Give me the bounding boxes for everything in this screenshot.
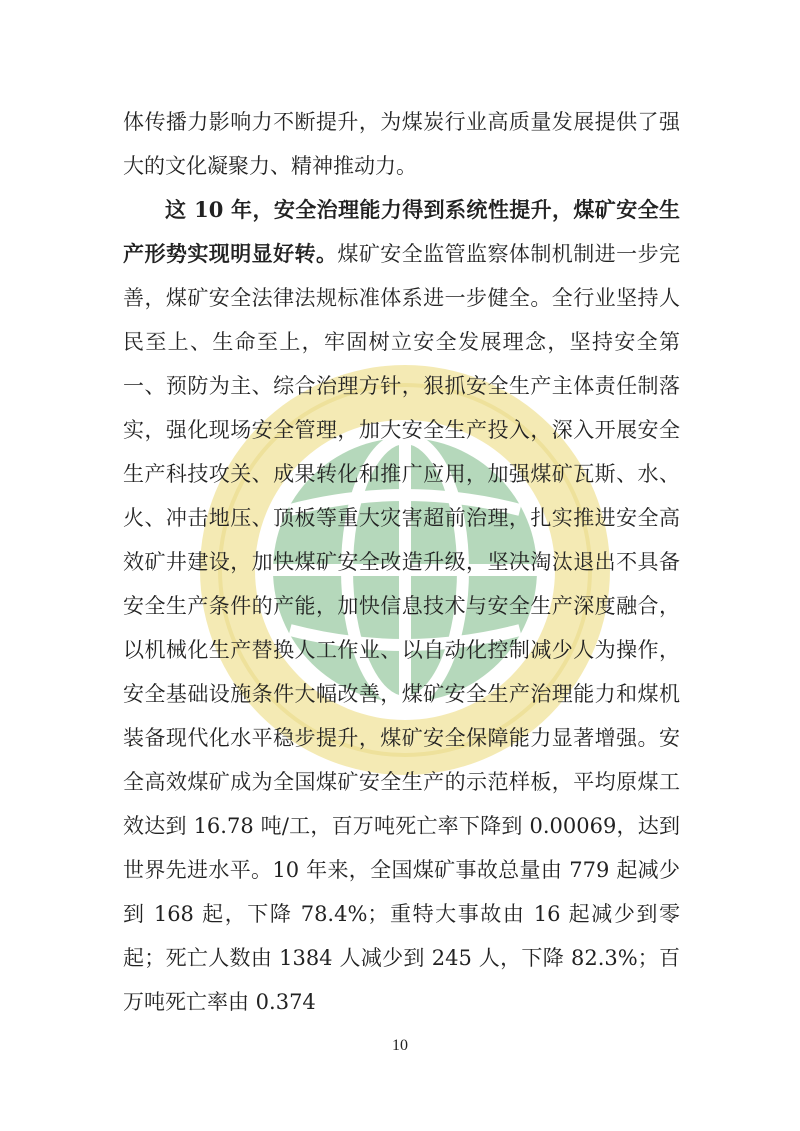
page-number: 10	[392, 1037, 408, 1054]
paragraph-safety-governance	[123, 188, 680, 1024]
paragraph-body: 煤矿安全监管监察体制机制进一步完善，煤矿安全法律法规标准体系进一步健全。全行业坚持人民至上、生命至上，牢固树立安全发展理念，坚持安全第一、预防为主、综合治理方针，狠抓安全生产主体责任制落实，强化现场安全管理，加大安全生产投入，深入开展安全生产科技攻关、成果转化和推广应用，加强煤矿瓦斯、水、火、冲击地压、顶板等重大灾害超前治理，扎实推进安全高效矿井建设，加快煤矿安全改造升级，坚决淘汰退出不具备安全生产条件的产能，加快信息技术与安全生产深度融合，以机械化生产替换人工作业、以自动化控制减少人为操作，安全基础设施条件大幅改善，煤矿安全生产治理能力和煤机装备现代化水平稳步提升，煤矿安全保障能力显著增强。安全高效煤矿成为全国煤矿安全生产的示范样板，平均原煤工效达到 16.78 吨/工，百万吨死亡率下降到 0.00069，达到世界先进水平。10 年来，全国煤矿事故总量由 779 起减少到 168 起，下降 78.4%；重特大事故由 16 起减少到零起；死亡人数由 1384 人减少到 245 人，下降 82.3%；百万吨死亡率由 0.374	[123, 242, 681, 1014]
paragraph-continuation: 体传播力影响力不断提升，为煤炭行业高质量发展提供了强大的文化凝聚力、精神推动力。	[123, 110, 680, 178]
paragraph-lead-bold: 这 10 年，安全治理能力得到系统性提升，煤矿安全生产形势实现明显好转。	[123, 197, 680, 266]
